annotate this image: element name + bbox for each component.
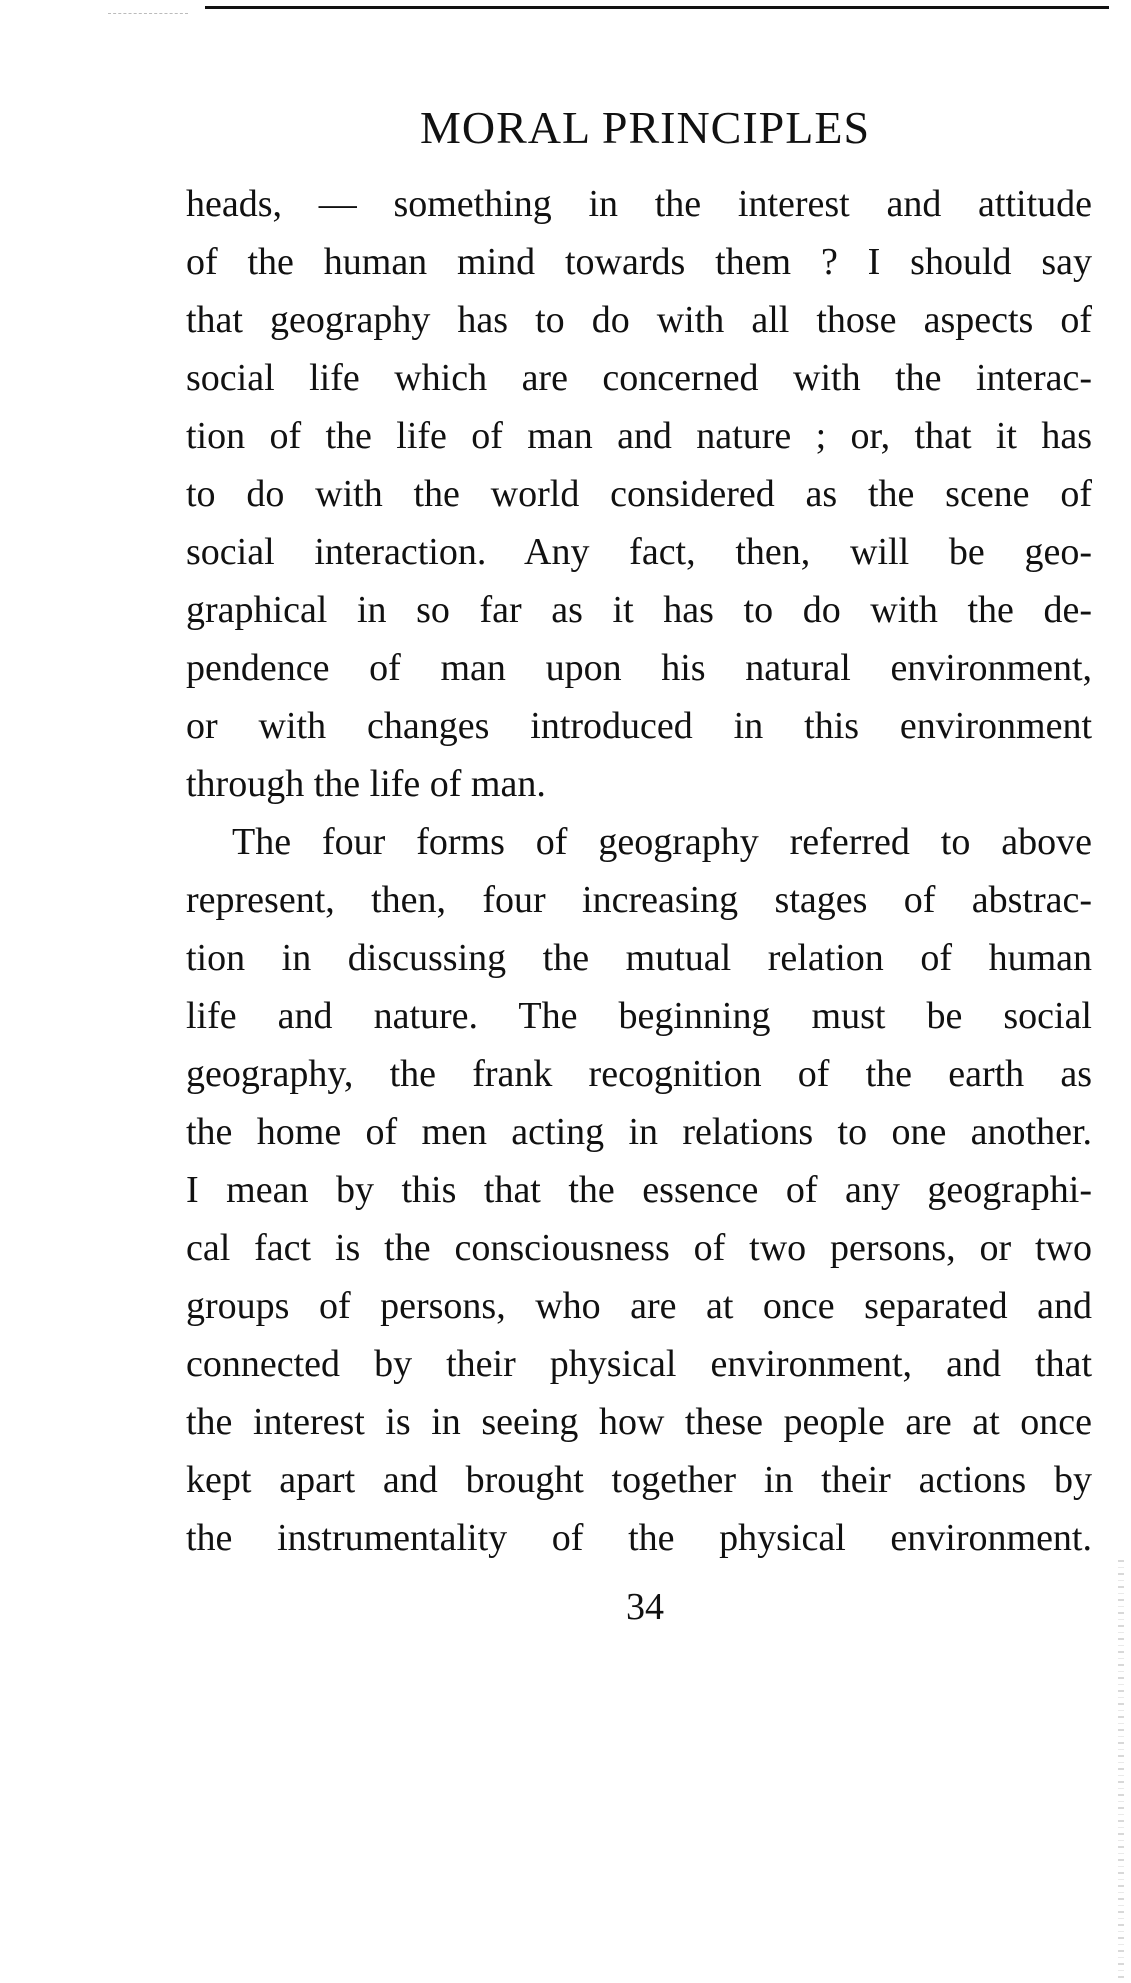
running-head: MORAL PRINCIPLES (419, 102, 871, 153)
text-line: social interaction. Any fact, then, will be geo- (186, 531, 1092, 573)
text-line: social life which are concerned with the interac- (186, 357, 1092, 399)
body-text (186, 175, 1092, 1567)
text-line: The four forms of geography referred to above (232, 821, 1092, 863)
text-line: of the human mind towards them ? I should say (186, 241, 1092, 283)
text-line: graphical in so far as it has to do with the de- (186, 589, 1092, 631)
text-line: tion in discussing the mutual relation of human (186, 937, 1092, 979)
text-line: cal fact is the consciousness of two persons, or two (186, 1227, 1092, 1269)
text-line: the instrumentality of the physical environment. (186, 1517, 1092, 1559)
text-line: geography, the frank recognition of the earth as (186, 1053, 1092, 1095)
text-line: or with changes introduced in this environment (186, 705, 1092, 747)
text-line: represent, then, four increasing stages of abstrac- (186, 879, 1092, 921)
text-line: connected by their physical environment, and that (186, 1343, 1092, 1385)
text-line: heads, — something in the interest and attitude (186, 183, 1092, 225)
page-number: 34 (626, 1586, 664, 1628)
text-line: I mean by this that the essence of any geographi- (186, 1169, 1092, 1211)
text-line: the interest is in seeing how these people are at once (186, 1401, 1092, 1443)
text-line: life and nature. The beginning must be social (186, 995, 1092, 1037)
text-line: tion of the life of man and nature ; or, that it has (186, 415, 1092, 457)
paragraph-2 (186, 813, 1092, 1567)
text-line: through the life of man. (186, 763, 546, 805)
text-line: to do with the world considered as the scene of (186, 473, 1092, 515)
text-line: the home of men acting in relations to one another. (186, 1111, 1092, 1153)
text-line: kept apart and brought together in their actions by (186, 1459, 1092, 1501)
paragraph-1 (186, 175, 1092, 813)
text-line: pendence of man upon his natural environment, (186, 647, 1092, 689)
text-line: groups of persons, who are at once separated and (186, 1285, 1092, 1327)
text-line: that geography has to do with all those aspects of (186, 299, 1092, 341)
top-rule (205, 6, 1109, 9)
top-rule-faint (108, 13, 188, 14)
